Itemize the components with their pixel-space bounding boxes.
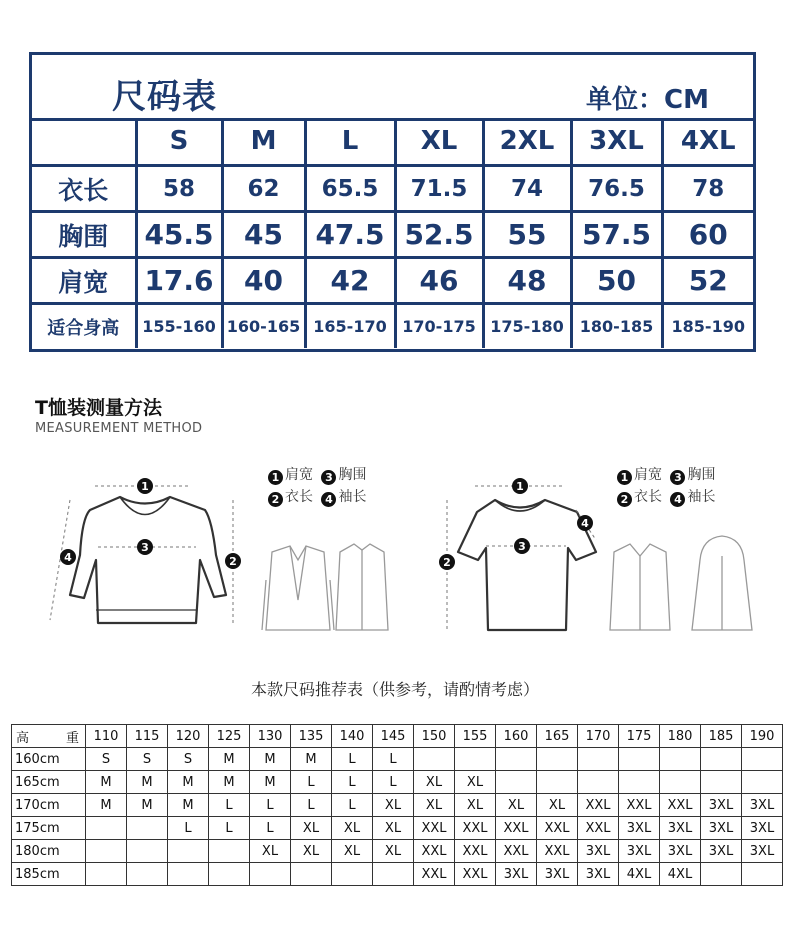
size-label: L [305, 118, 395, 166]
value-cell: 65.5 [305, 166, 395, 212]
size-cell: XL [455, 771, 496, 794]
badge-icon: 4 [670, 492, 685, 507]
weight-header-cell: 180 [660, 725, 701, 748]
size-chart-title: 尺码表 [112, 77, 217, 117]
size-cell [127, 817, 168, 840]
weight-header-cell: 120 [168, 725, 209, 748]
value-cell: 175-180 [483, 304, 571, 349]
size-cell [86, 840, 127, 863]
size-cell: L [209, 794, 250, 817]
svg-text:3: 3 [518, 540, 526, 553]
value-cell: 55 [483, 212, 571, 258]
size-cell [619, 748, 660, 771]
badge-icon: 1 [617, 470, 632, 485]
size-cell: 3XL [701, 794, 742, 817]
long-sleeve-diagram [70, 497, 226, 623]
size-cell [660, 748, 701, 771]
measurement-figures [0, 460, 790, 650]
method-title: T恤装测量方法 [35, 397, 162, 419]
size-cell: XXL [414, 840, 455, 863]
size-cell [127, 840, 168, 863]
row-label: 肩宽 [32, 258, 136, 304]
size-cell: XXL [414, 817, 455, 840]
badge-icon: 3 [670, 470, 685, 485]
length-row [32, 166, 753, 212]
size-cell: 3XL [619, 840, 660, 863]
size-cell: M [168, 794, 209, 817]
legend-label: 肩宽 [285, 467, 313, 483]
size-cell: 3XL [660, 817, 701, 840]
value-cell: 48 [483, 258, 571, 304]
size-cell: XXL [455, 817, 496, 840]
size-cell: 3XL [578, 863, 619, 886]
hoodie-icon [692, 536, 752, 630]
size-cell: 3XL [742, 794, 783, 817]
table-row [12, 863, 783, 886]
weight-header-cell: 130 [250, 725, 291, 748]
size-cell: XL [373, 794, 414, 817]
corner-height-label: 高 [16, 731, 30, 746]
value-cell: 180-185 [571, 304, 662, 349]
size-cell: 3XL [742, 817, 783, 840]
weight-header-cell: 170 [578, 725, 619, 748]
size-cell [742, 748, 783, 771]
height-label: 175cm [12, 817, 86, 840]
size-cell [291, 863, 332, 886]
value-cell: 47.5 [305, 212, 395, 258]
weight-header-cell: 135 [291, 725, 332, 748]
size-cell [168, 863, 209, 886]
weight-header-cell: 155 [455, 725, 496, 748]
value-cell: 71.5 [395, 166, 483, 212]
svg-text:4: 4 [64, 551, 72, 564]
badge-icon: 1 [268, 470, 283, 485]
value-cell: 45 [222, 212, 305, 258]
legend-label: 胸围 [687, 467, 716, 483]
size-cell: 4XL [660, 863, 701, 886]
size-label: M [222, 118, 305, 166]
corner-cell [12, 725, 86, 748]
size-cell: 3XL [578, 840, 619, 863]
method-subtitle: MEASUREMENT METHOD [35, 421, 203, 436]
weight-header-cell: 190 [742, 725, 783, 748]
size-cell: L [209, 817, 250, 840]
weight-header-cell: 165 [537, 725, 578, 748]
size-cell: 4XL [619, 863, 660, 886]
size-cell [127, 863, 168, 886]
recommendation-table [11, 724, 783, 886]
weight-header-cell: 140 [332, 725, 373, 748]
weight-header-cell: 125 [209, 725, 250, 748]
weight-header-cell: 115 [127, 725, 168, 748]
size-cell: L [250, 794, 291, 817]
size-cell: L [332, 794, 373, 817]
size-cell: XL [537, 794, 578, 817]
size-cell [537, 748, 578, 771]
value-cell: 52.5 [395, 212, 483, 258]
size-cell: M [127, 771, 168, 794]
size-cell: 3XL [701, 817, 742, 840]
height-row [32, 304, 753, 349]
size-header-corner [32, 118, 136, 166]
row-label: 衣长 [32, 166, 136, 212]
size-cell: XL [496, 794, 537, 817]
size-chart-unit: 单位：CM [586, 85, 709, 115]
svg-text:4: 4 [581, 517, 589, 530]
value-cell: 52 [662, 258, 753, 304]
table-row [12, 794, 783, 817]
size-cell: L [332, 748, 373, 771]
weight-header-cell: 145 [373, 725, 414, 748]
height-label: 180cm [12, 840, 86, 863]
size-cell: XXL [455, 840, 496, 863]
size-cell [86, 817, 127, 840]
size-cell: XXL [496, 817, 537, 840]
value-cell: 17.6 [136, 258, 222, 304]
table-row [12, 771, 783, 794]
weight-header-row [12, 725, 783, 748]
size-cell: 3XL [537, 863, 578, 886]
size-cell: M [209, 748, 250, 771]
size-cell: 3XL [742, 840, 783, 863]
table-row [12, 840, 783, 863]
size-label: 3XL [571, 118, 662, 166]
size-label: S [136, 118, 222, 166]
size-cell [209, 840, 250, 863]
size-cell: M [168, 771, 209, 794]
size-cell: XL [414, 794, 455, 817]
size-cell: XL [291, 840, 332, 863]
size-cell: S [86, 748, 127, 771]
legend-label: 袖长 [687, 489, 716, 505]
size-cell: L [250, 817, 291, 840]
size-cell: M [250, 771, 291, 794]
value-cell: 170-175 [395, 304, 483, 349]
size-cell: XL [291, 817, 332, 840]
value-cell: 45.5 [136, 212, 222, 258]
row-label: 胸围 [32, 212, 136, 258]
value-cell: 60 [662, 212, 753, 258]
weight-header-cell: 185 [701, 725, 742, 748]
value-cell: 40 [222, 258, 305, 304]
size-cell: S [168, 748, 209, 771]
size-cell: M [86, 794, 127, 817]
size-cell: XXL [619, 794, 660, 817]
legend-label: 衣长 [285, 489, 313, 505]
value-cell: 50 [571, 258, 662, 304]
size-cell: L [168, 817, 209, 840]
svg-text:1: 1 [141, 480, 149, 493]
size-cell: XL [332, 840, 373, 863]
size-cell: XXL [537, 840, 578, 863]
size-cell: M [209, 771, 250, 794]
size-cell: XXL [537, 817, 578, 840]
size-cell: XL [373, 817, 414, 840]
size-cell: M [250, 748, 291, 771]
size-cell [168, 840, 209, 863]
size-cell: XXL [578, 794, 619, 817]
badge-icon: 2 [268, 492, 283, 507]
legend-label: 袖长 [338, 489, 367, 505]
size-label: XL [395, 118, 483, 166]
height-label: 170cm [12, 794, 86, 817]
size-cell: XXL [578, 817, 619, 840]
size-cell [209, 863, 250, 886]
chest-row [32, 212, 753, 258]
size-cell: 3XL [496, 863, 537, 886]
value-cell: 74 [483, 166, 571, 212]
size-cell: 3XL [660, 840, 701, 863]
size-cell: S [127, 748, 168, 771]
value-cell: 155-160 [136, 304, 222, 349]
size-label: 4XL [662, 118, 753, 166]
size-cell [660, 771, 701, 794]
badge-icon: 4 [321, 492, 336, 507]
size-cell: L [373, 748, 414, 771]
size-cell [701, 748, 742, 771]
value-cell: 76.5 [571, 166, 662, 212]
height-label: 165cm [12, 771, 86, 794]
size-cell: 3XL [701, 840, 742, 863]
svg-text:3: 3 [141, 541, 149, 554]
size-cell: 3XL [619, 817, 660, 840]
table-row [12, 817, 783, 840]
corner-weight-label: 重 [65, 731, 79, 746]
size-cell [742, 771, 783, 794]
size-cell [414, 748, 455, 771]
value-cell: 57.5 [571, 212, 662, 258]
size-chart-table [32, 118, 753, 348]
value-cell: 62 [222, 166, 305, 212]
size-label: 2XL [483, 118, 571, 166]
weight-header-cell: 150 [414, 725, 455, 748]
size-cell [742, 863, 783, 886]
legend-label: 肩宽 [634, 467, 662, 483]
size-cell: XXL [455, 863, 496, 886]
weight-header-cell: 175 [619, 725, 660, 748]
size-cell: XL [455, 794, 496, 817]
shoulder-row [32, 258, 753, 304]
size-cell: XL [414, 771, 455, 794]
svg-text:2: 2 [229, 555, 237, 568]
row-label: 适合身高 [32, 304, 136, 349]
size-cell: XXL [660, 794, 701, 817]
size-cell [701, 863, 742, 886]
size-cell [578, 748, 619, 771]
value-cell: 185-190 [662, 304, 753, 349]
size-cell: XXL [414, 863, 455, 886]
size-cell: M [86, 771, 127, 794]
size-cell [250, 863, 291, 886]
size-cell: L [332, 771, 373, 794]
size-cell: XL [332, 817, 373, 840]
size-cell [455, 748, 496, 771]
size-cell: L [291, 771, 332, 794]
size-chart [29, 52, 756, 352]
svg-text:1: 1 [516, 480, 524, 493]
blazer-icon [262, 546, 334, 630]
tshirt-diagram [458, 500, 596, 630]
value-cell: 165-170 [305, 304, 395, 349]
value-cell: 78 [662, 166, 753, 212]
recommendation-title: 本款尺码推荐表（供参考，请酌情考虑） [250, 680, 539, 699]
legend-label: 衣长 [634, 489, 662, 505]
table-row [12, 748, 783, 771]
size-cell [537, 771, 578, 794]
size-cell: M [127, 794, 168, 817]
value-cell: 160-165 [222, 304, 305, 349]
size-cell: M [291, 748, 332, 771]
size-cell: XXL [496, 840, 537, 863]
value-cell: 58 [136, 166, 222, 212]
weight-header-cell: 160 [496, 725, 537, 748]
size-cell: XL [373, 840, 414, 863]
size-cell: XL [250, 840, 291, 863]
badge-icon: 3 [321, 470, 336, 485]
size-cell [496, 748, 537, 771]
badge-icon: 2 [617, 492, 632, 507]
weight-header-cell: 110 [86, 725, 127, 748]
size-cell [373, 863, 414, 886]
size-chart-header [32, 55, 753, 121]
size-cell [496, 771, 537, 794]
jacket-icon [336, 544, 388, 630]
size-header-row [32, 118, 753, 166]
svg-text:2: 2 [443, 556, 451, 569]
height-label: 185cm [12, 863, 86, 886]
size-cell [86, 863, 127, 886]
size-cell [701, 771, 742, 794]
size-cell [619, 771, 660, 794]
value-cell: 42 [305, 258, 395, 304]
height-label: 160cm [12, 748, 86, 771]
size-cell: L [373, 771, 414, 794]
value-cell: 46 [395, 258, 483, 304]
size-cell: L [291, 794, 332, 817]
shirt-icon [610, 544, 670, 630]
size-cell [578, 771, 619, 794]
legend-label: 胸围 [338, 467, 367, 483]
size-cell [332, 863, 373, 886]
